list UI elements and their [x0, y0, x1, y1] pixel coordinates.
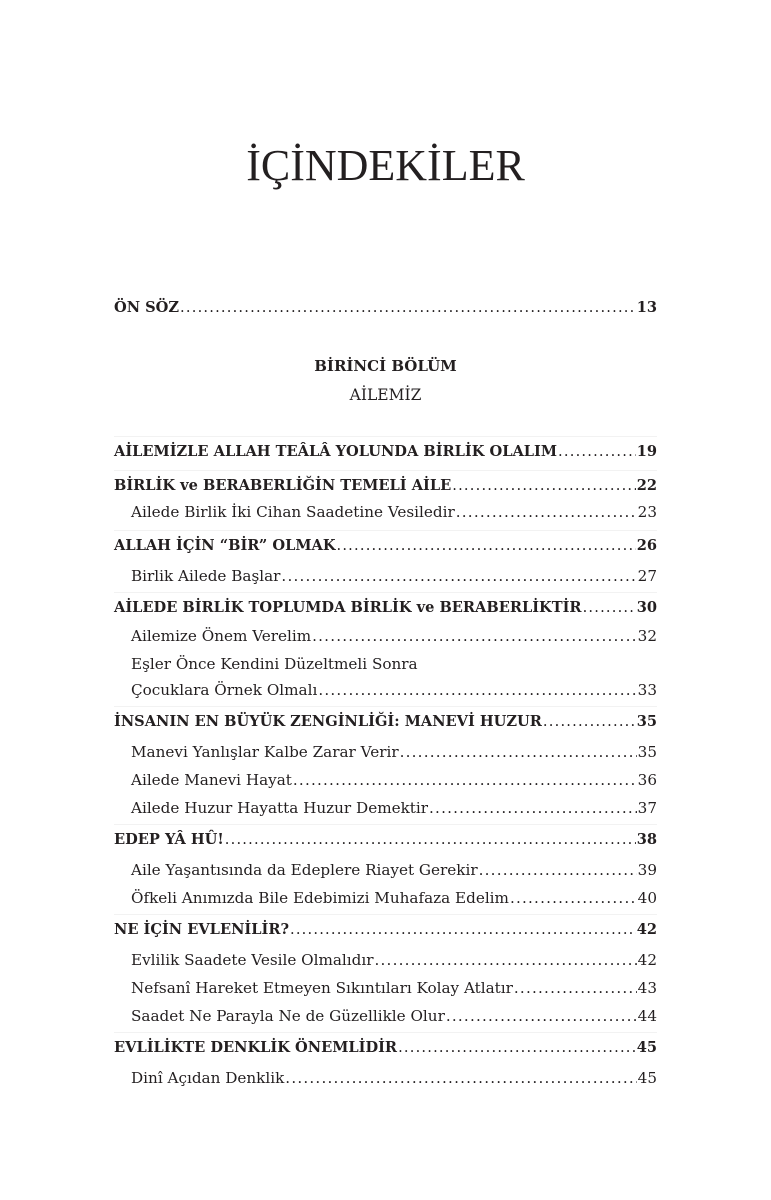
toc-entry-page: 42	[636, 921, 657, 938]
toc-entry-page: 35	[637, 743, 657, 761]
toc-entry-label: ÖN SÖZ	[114, 299, 180, 316]
dot-leader	[290, 918, 636, 942]
dot-leader	[452, 474, 635, 498]
toc-entry-label: Ailede Huzur Hayatta Huzur Demektir	[131, 799, 429, 817]
dot-leader	[446, 1004, 637, 1028]
page-title: İÇİNDEKİLER	[246, 141, 525, 190]
toc-entry-label: Ailede Manevi Hayat	[131, 771, 292, 789]
toc-entry-label: EDEP YÂ HÛ!	[114, 831, 224, 848]
dot-leader	[293, 768, 637, 792]
toc-entry-label: İNSANIN EN BÜYÜK ZENGİNLİĞİ: MANEVİ HUZUR	[114, 713, 542, 730]
toc-entry-section[interactable]	[131, 948, 657, 972]
toc-entry-section[interactable]	[131, 886, 657, 910]
toc-entry-page: 43	[637, 979, 657, 997]
toc-entry-chapter[interactable]	[114, 534, 657, 558]
dot-leader	[429, 796, 637, 820]
toc-entry-label: Aile Yaşantısında da Edeplere Riayet Gerekir	[131, 861, 478, 879]
dot-leader	[514, 976, 637, 1000]
toc-entry-page: 23	[637, 503, 657, 521]
toc-entry-chapter[interactable]	[114, 828, 657, 852]
toc-entry-label: AİLEDE BİRLİK TOPLUMDA BİRLİK ve BERABERLİKTİR	[114, 599, 582, 616]
toc-entry-page: 22	[636, 477, 657, 494]
toc-entry-page: 13	[636, 299, 657, 316]
toc-entry-page: 27	[637, 567, 657, 585]
toc-entry-label: BİRLİK ve BERABERLİĞİN TEMELİ AİLE	[114, 477, 452, 494]
toc-entry-label: ALLAH İÇİN “BİR” OLMAK	[114, 537, 336, 554]
toc-entry-chapter[interactable]	[114, 474, 657, 498]
toc-entry-label: Eşler Önce Kendini Düzeltmeli Sonra	[131, 655, 418, 673]
toc-entry-chapter[interactable]	[114, 1036, 657, 1060]
dot-leader	[400, 740, 637, 764]
toc-entry-label: Birlik Ailede Başlar	[131, 567, 281, 585]
toc-entry-section-line1[interactable]	[131, 652, 657, 676]
toc-entry-chapter[interactable]	[114, 596, 657, 620]
toc-entry-label: NE İÇİN EVLENİLİR?	[114, 921, 289, 938]
toc-entry-page: 40	[637, 889, 657, 907]
toc-entry-page: 19	[636, 443, 657, 460]
toc-entry-page: 45	[636, 1039, 657, 1056]
toc-entry-label: Saadet Ne Parayla Ne de Güzellikle Olur	[131, 1007, 445, 1025]
toc-entry-page: 45	[637, 1069, 657, 1087]
toc-entry-page: 33	[637, 681, 657, 699]
toc-entry-label: Manevi Yanlışlar Kalbe Zarar Verir	[131, 743, 399, 761]
toc-entry-chapter[interactable]	[114, 440, 657, 464]
toc-entry-section[interactable]	[131, 678, 657, 702]
toc-entry-label: Evlilik Saadete Vesile Olmalıdır	[131, 951, 374, 969]
toc-entry-page: 30	[636, 599, 657, 616]
part-title: BİRİNCİ BÖLÜM	[314, 357, 457, 375]
dot-leader	[510, 886, 637, 910]
dot-leader	[225, 828, 636, 852]
toc-entry-label: Nefsanî Hareket Etmeyen Sıkıntıları Kolay Atlatır	[131, 979, 513, 997]
toc-entry-label-line2: Çocuklara Örnek Olmalı	[131, 681, 318, 699]
toc-entry-section[interactable]	[131, 858, 657, 882]
toc-entry-section[interactable]	[131, 740, 657, 764]
toc-entry-label: Ailemize Önem Verelim	[131, 627, 312, 645]
toc-entry-section[interactable]	[131, 1004, 657, 1028]
toc-entry-label: Öfkeli Anımızda Bile Edebimizi Muhafaza Edelim	[131, 889, 509, 907]
toc-entry-page: 39	[637, 861, 657, 879]
toc-entry-section[interactable]	[131, 768, 657, 792]
toc-entry-label: Ailede Birlik İki Cihan Saadetine Vesiledir	[131, 503, 455, 521]
dot-leader	[180, 296, 636, 320]
dot-leader	[312, 624, 637, 648]
dot-leader	[398, 1036, 636, 1060]
dot-leader	[337, 534, 636, 558]
part-subtitle: AİLEMİZ	[349, 386, 422, 404]
toc-entry-page: 36	[637, 771, 657, 789]
toc-entry-page: 35	[636, 713, 657, 730]
toc-entry-page: 26	[636, 537, 657, 554]
dot-leader	[543, 710, 636, 734]
toc-entry-page: 38	[636, 831, 657, 848]
toc-entry-section[interactable]	[131, 624, 657, 648]
dot-leader	[456, 500, 637, 524]
toc-entry-chapter[interactable]	[114, 710, 657, 734]
toc-entry-chapter[interactable]	[114, 918, 657, 942]
toc-entry-preface[interactable]	[114, 296, 657, 320]
dot-leader	[558, 440, 636, 464]
dot-leader	[285, 1066, 636, 1090]
toc-entry-label: AİLEMİZLE ALLAH TEÂLÂ YOLUNDA BİRLİK OLALIM	[114, 443, 558, 460]
toc-entry-section[interactable]	[131, 976, 657, 1000]
dot-leader	[479, 858, 637, 882]
toc-entry-section[interactable]	[131, 796, 657, 820]
toc-entry-page: 44	[637, 1007, 657, 1025]
toc-entry-page: 42	[637, 951, 657, 969]
toc-entry-section[interactable]	[131, 1066, 657, 1090]
toc-entry-page: 37	[637, 799, 657, 817]
toc-entry-label: Dinî Açıdan Denklik	[131, 1069, 285, 1087]
toc-entry-section[interactable]	[131, 564, 657, 588]
toc-entry-section[interactable]	[131, 500, 657, 524]
dot-leader	[318, 678, 636, 702]
dot-leader	[583, 596, 636, 620]
dot-leader	[281, 564, 636, 588]
toc-entry-label: EVLİLİKTE DENKLİK ÖNEMLİDİR	[114, 1039, 398, 1056]
toc-entry-page: 32	[637, 627, 657, 645]
dot-leader	[374, 948, 636, 972]
